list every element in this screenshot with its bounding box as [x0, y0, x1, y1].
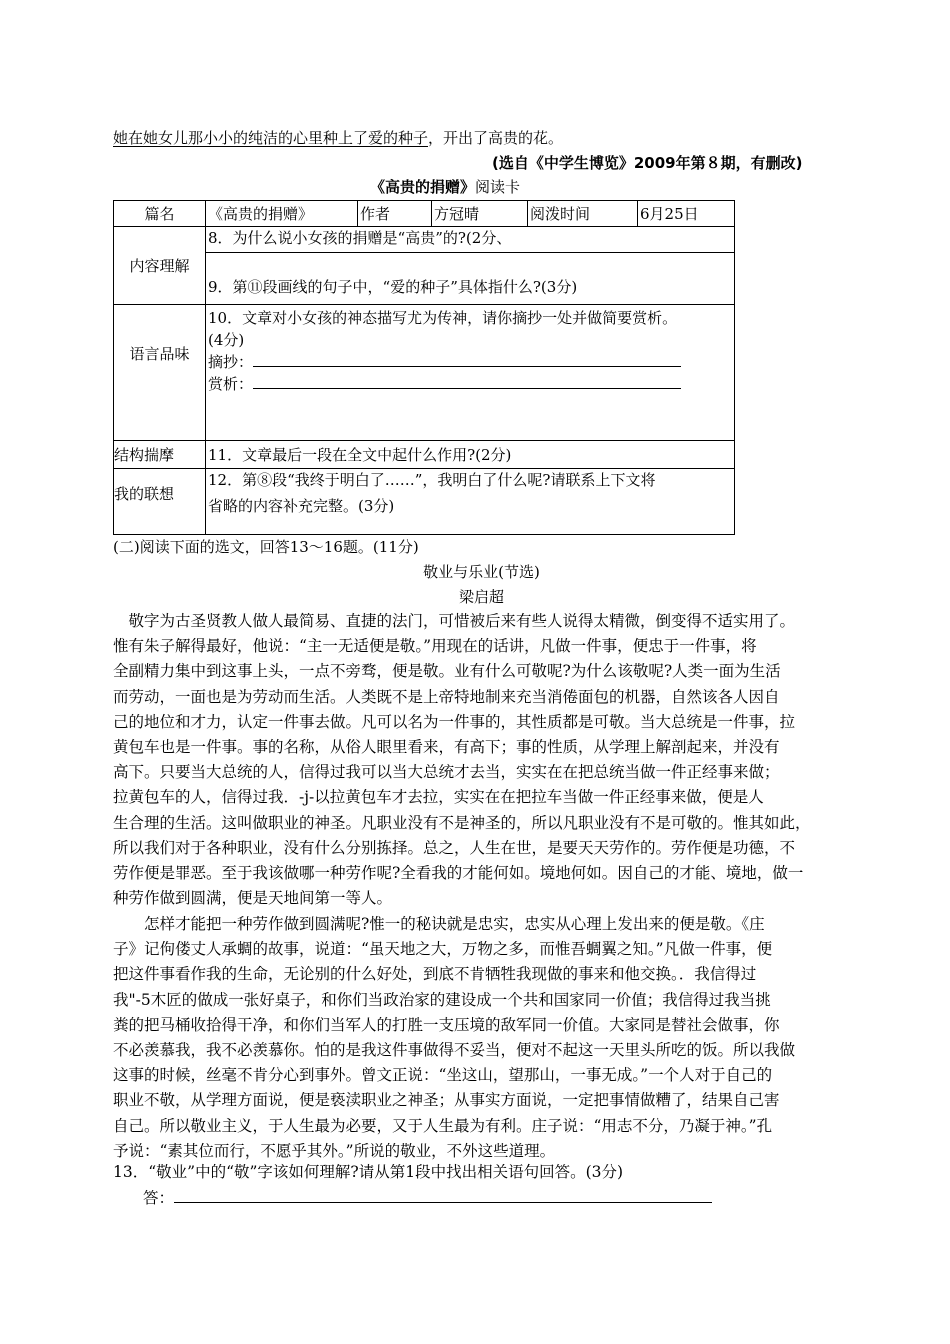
p1-line: 黄包车也是一件事。事的名称，从俗人眼里看来，有高下；事的性质，从学理上解剖起来，并没有 [113, 738, 780, 757]
p1-line: 所以我们对于各种职业，没有什么分别拣择。总之，人生在世，是要天天劳作的。劳作便是功德，不 [113, 838, 796, 857]
question-12-cell [206, 469, 735, 535]
closing-sentence-rest: ，开出了高贵的花。 [428, 129, 564, 147]
p2-line: 自己。所以敬业主义，于人生最为必要，又于人生最为有利。庄子说：“用志不分，乃凝于神。”孔 [113, 1116, 773, 1135]
p2-line: 予说：“素其位而行，不愿乎其外。”所说的敬业，不外这些道理。 [113, 1141, 556, 1160]
answer-blank[interactable] [174, 1188, 712, 1203]
p1-line: 拉黄包车的人，信得过我．-j-以拉黄包车才去拉，实实在在把拉车当做一件正经事来做，便是人 [113, 788, 764, 807]
p1-line: 惟有朱子解得最好，他说：“主一无适便是敬。”用现在的话讲，凡做一件事，便忠于一件事，将 [113, 637, 757, 656]
underlined-sentence: 她在她女儿那小小的纯洁的心里种上了爱的种子 [113, 129, 429, 147]
card-row-q9 [114, 253, 735, 305]
p2-line: 职业不敬，从学理方面说，便是亵渎职业之神圣；从事实方面说，一定把事情做糟了，结果自己害 [113, 1091, 780, 1110]
question-9: 9．第⑪段画线的句子中，“爱的种子”具体指什么?(3分) [206, 253, 735, 305]
analysis-blank[interactable] [253, 374, 681, 389]
analysis-label: 赏析： [208, 375, 254, 393]
header-date-label: 阅泼时间 [528, 201, 638, 227]
card-title [370, 177, 520, 197]
question-12-line2: 省略的内容补充完整。(3分) [208, 497, 395, 515]
essay-author: 梁启超 [458, 588, 504, 606]
source-note: (选自《中学生博览》2009年第８期，有删改) [492, 154, 803, 172]
structure-label: 结构揣摩 [114, 441, 206, 469]
p2-line: 不必羡慕我，我不必羡慕你。怕的是我这件事做得不妥当，便对不起这一天里头所吃的饭。所以我做 [113, 1041, 796, 1060]
essay-title: 敬业与乐业(节选) [423, 563, 540, 581]
card-row-q10 [114, 305, 735, 441]
analysis-row [208, 373, 732, 395]
card-title-rest: 阅读卡 [475, 178, 521, 196]
question-8: 8．为什么说小女孩的捐赠是“高贵”的?(2分、 [206, 227, 735, 253]
header-title-value: 《高贵的捐赠》 [206, 201, 358, 227]
card-header-row [114, 201, 735, 227]
p1-line: 全副精力集中到这事上头，一点不旁骛，便是敬。业有什么可敬呢?为什么该敬呢?人类一面为生活 [113, 662, 781, 681]
essay-paragraph-2 [113, 912, 850, 1164]
question-10-line2: (4分) [208, 331, 245, 349]
question-10-cell [206, 305, 735, 441]
p2-line: 怎样才能把一种劳作做到圆满呢?惟一的秘诀就是忠实，忠实从心理上发出来的便是敬。《庄 [113, 915, 765, 933]
essay-paragraph-1 [113, 609, 850, 911]
content-label: 内容理解 [114, 227, 206, 305]
header-author-label: 作者 [358, 201, 432, 227]
p1-line: 生合理的生活。这叫做职业的神圣。凡职业没有不是神圣的，所以凡职业没有不是可敬的。惟其如此， [113, 813, 811, 832]
header-title-label: 篇名 [114, 201, 206, 227]
reading-card-table [113, 200, 735, 535]
excerpt-label: 摘抄： [208, 353, 254, 371]
card-row-q8 [114, 227, 735, 253]
question-10-line1: 10．文章对小女孩的神态描写尤为传神，请你摘抄一处并做简要赏析。 [208, 309, 678, 327]
language-label: 语言品味 [114, 305, 206, 441]
closing-sentence [113, 128, 563, 148]
p2-line: 这事的时候，丝毫不肯分心到事外。曾文正说：“坐这山，望那山，一事无成。”一个人对于自己的 [113, 1066, 773, 1085]
header-author-value: 方冠晴 [432, 201, 528, 227]
section2-intro: (二)阅读下面的选文，回答13～16题。(11分) [113, 538, 419, 556]
p1-line: 劳作便是罪恶。至于我该做哪一种劳作呢?全看我的才能何如。境地何如。因自己的才能、境地，做一 [113, 864, 804, 883]
excerpt-blank[interactable] [253, 352, 681, 367]
p2-line: 我"-5木匠的做成一张好桌子，和你们当政治家的建设成一个共和国家同一价值；我信得过我当挑 [113, 990, 771, 1009]
p2-line: 粪的把马桶收拾得干净，和你们当军人的打胜一支压境的敌军同一价值。大家同是替社会做事，你 [113, 1015, 780, 1034]
p1-line: 敬字为古圣贤教人做人最简易、直捷的法门，可惜被后来有些人说得太精微，倒变得不适实用了。 [113, 612, 796, 630]
answer-row [143, 1188, 712, 1208]
p1-line: 高下。只要当大总统的人，信得过我可以当大总统才去当，实实在在把总统当做一件正经事来做； [113, 763, 780, 782]
thought-label: 我的联想 [114, 469, 206, 535]
excerpt-row [208, 351, 732, 373]
card-title-bold: 《高贵的捐赠》 [370, 178, 476, 196]
header-date-value: 6月25日 [638, 201, 735, 227]
p1-line: 而劳动，一面也是为劳动而生活。人类既不是上帝特地制来充当消倦面包的机器，自然该各人因自 [113, 687, 780, 706]
card-row-q12 [114, 469, 735, 535]
p1-line: 己的地位和才力，认定一件事去做。凡可以名为一件事的，其性质都是可敬。当大总统是一件事，拉 [113, 712, 796, 731]
p2-line: 子》记佝偻丈人承蜩的故事，说道：“虽天地之大，万物之多，而惟吾蜩翼之知。”凡做一件事，便 [113, 940, 773, 959]
card-row-q11 [114, 441, 735, 469]
question-12-line1: 12．第⑧段“我终于明白了……”，我明白了什么呢?请联系上下文将 [208, 471, 656, 489]
p2-line: 把这件事看作我的生命，无论别的什么好处，到底不肯牺牲我现做的事来和他交换。．我信得过 [113, 965, 757, 984]
p1-line: 种劳作做到圆满，便是天地间第一等人。 [113, 889, 393, 908]
question-13: 13．“敬业”中的“敬”字该如何理解?请从第1段中找出相关语句回答。(3分) [113, 1163, 624, 1181]
question-11: 11．文章最后一段在全文中起什么作用?(2分) [206, 441, 735, 469]
answer-label: 答： [143, 1189, 175, 1207]
